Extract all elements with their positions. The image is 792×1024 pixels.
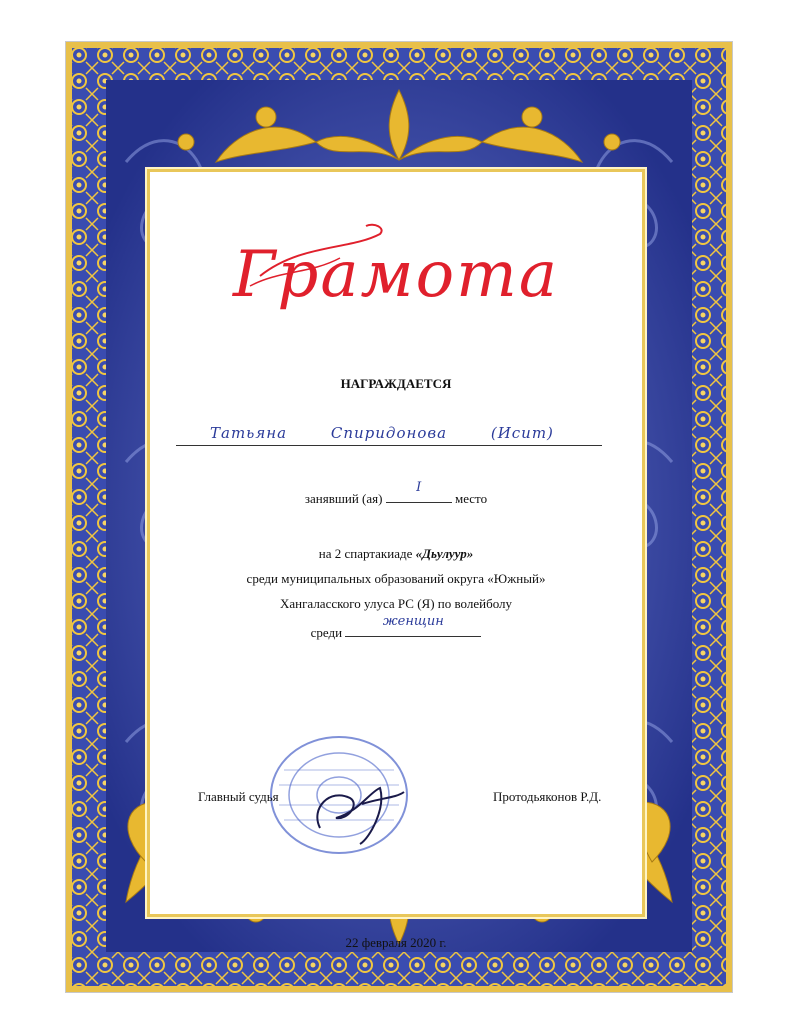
issue-date: 22 февраля 2020 г.: [345, 935, 447, 950]
place-prefix: занявший (ая): [304, 491, 383, 506]
event-line: [150, 546, 642, 562]
recipient-first-name: Татьяна: [210, 424, 288, 442]
among-blank: [345, 614, 481, 637]
judge-label: Главный судья: [198, 789, 279, 804]
awarded-heading: НАГРАЖДАЕТСЯ: [340, 376, 452, 391]
place-suffix: место: [454, 491, 488, 506]
place-blank: [386, 480, 452, 503]
judge-name: Протодьяконов Р.Д.: [493, 789, 602, 804]
certificate-title: Грамота: [233, 238, 559, 312]
municipality-line: среди муниципальных образований округа «Южный»: [246, 571, 546, 586]
district-line: Хангаласского улуса РС (Я) по волейболу: [279, 596, 513, 611]
place-value: I: [416, 480, 422, 495]
recipient-note: (Исит): [490, 424, 554, 442]
recipient-underline: [176, 445, 602, 446]
title-block: [150, 214, 642, 334]
judge-signature: [300, 768, 420, 848]
event-prefix: на 2 спартакиаде: [318, 546, 413, 561]
event-name: «Дьулуур»: [415, 546, 474, 561]
recipient-last-name: Спиридонова: [330, 424, 448, 442]
among-prefix: среди: [310, 625, 343, 640]
place-line: [150, 480, 642, 507]
among-line: [150, 614, 642, 641]
certificate-panel: [150, 172, 642, 950]
certificate: [66, 42, 732, 992]
among-value: женщин: [382, 614, 444, 629]
recipient-name: [210, 424, 600, 442]
